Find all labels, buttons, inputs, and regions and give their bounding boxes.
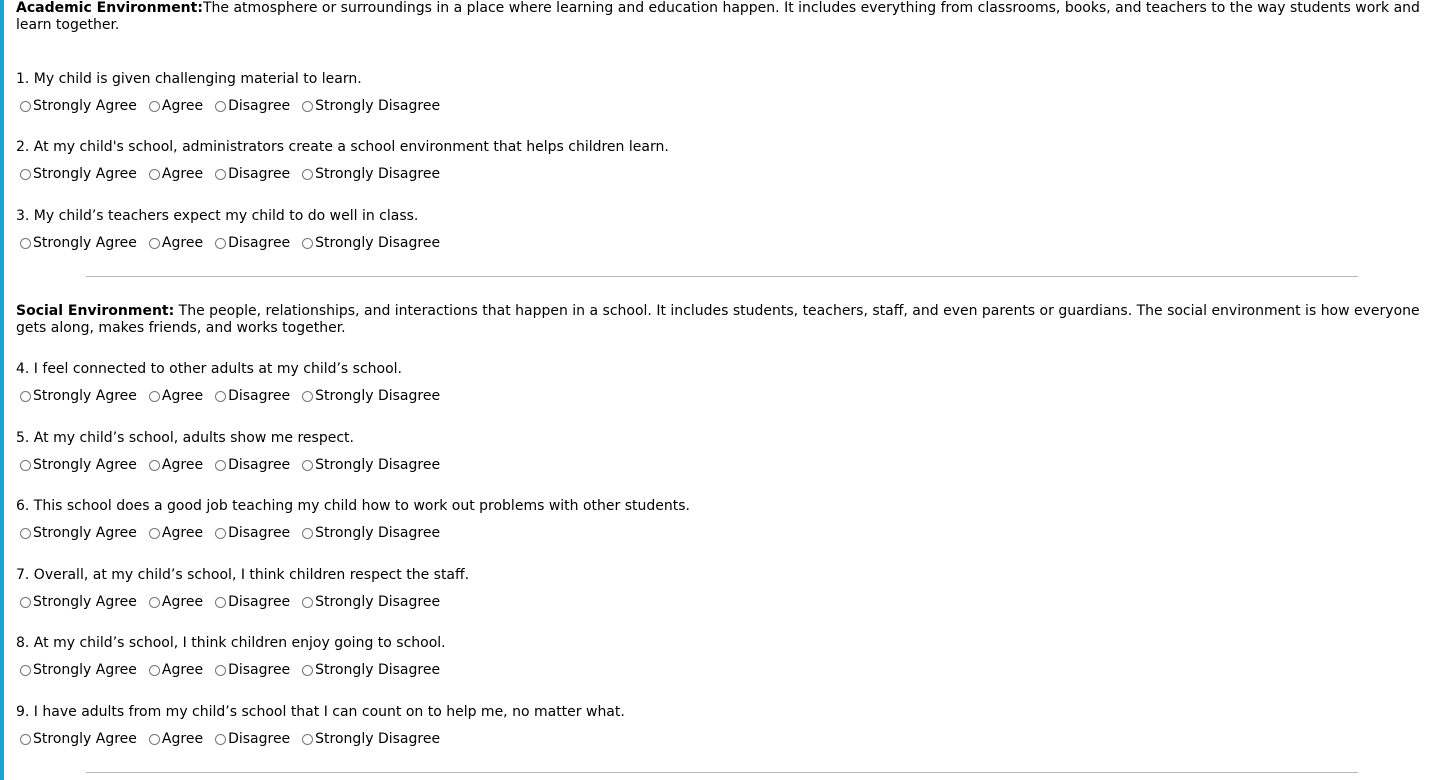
answer-option[interactable]: [302, 388, 440, 404]
question-block: [16, 635, 452, 680]
radio-button[interactable]: [20, 460, 31, 471]
option-label: Agree: [161, 731, 204, 747]
answer-options: [20, 523, 690, 543]
radio-button[interactable]: [215, 238, 226, 249]
answer-option[interactable]: [20, 457, 137, 473]
radio-button[interactable]: [20, 665, 31, 676]
option-label: Strongly Disagree: [315, 166, 441, 182]
radio-button[interactable]: [20, 169, 31, 180]
radio-button[interactable]: [302, 101, 313, 112]
answer-options: [20, 233, 452, 253]
answer-option[interactable]: [302, 457, 440, 473]
answer-option[interactable]: [149, 457, 203, 473]
answer-option[interactable]: [20, 388, 137, 404]
radio-button[interactable]: [149, 665, 160, 676]
question-block: [16, 361, 452, 406]
answer-option[interactable]: [215, 166, 290, 182]
option-label: Agree: [161, 235, 204, 251]
question-block: [16, 567, 469, 612]
option-label: Agree: [161, 166, 204, 182]
option-label: Strongly Disagree: [315, 388, 441, 404]
answer-option[interactable]: [215, 662, 290, 678]
answer-option[interactable]: [149, 662, 203, 678]
section-heading: Academic Environment:: [16, 0, 203, 16]
answer-options: [20, 455, 452, 475]
answer-option[interactable]: [20, 594, 137, 610]
answer-options: [20, 729, 625, 749]
answer-option[interactable]: [20, 98, 137, 114]
option-label: Agree: [161, 525, 204, 541]
answer-option[interactable]: [20, 235, 137, 251]
radio-button[interactable]: [20, 238, 31, 249]
option-label: Strongly Disagree: [315, 457, 441, 473]
question-text: 4. I feel connected to other adults at my child’s school.: [16, 361, 403, 377]
answer-option[interactable]: [302, 166, 440, 182]
option-label: Agree: [161, 662, 204, 678]
radio-button[interactable]: [215, 101, 226, 112]
question-block: [16, 430, 452, 475]
radio-button[interactable]: [215, 665, 226, 676]
answer-option[interactable]: [20, 662, 137, 678]
answer-option[interactable]: [149, 166, 203, 182]
question-block: [16, 498, 690, 543]
answer-option[interactable]: [20, 166, 137, 182]
question-text: 1. My child is given challenging material to learn.: [16, 71, 362, 87]
answer-option[interactable]: [215, 731, 290, 747]
option-label: Disagree: [228, 98, 291, 114]
left-accent-bar: [0, 0, 4, 780]
answer-option[interactable]: [20, 731, 137, 747]
section-heading: Social Environment:: [16, 303, 175, 319]
answer-option[interactable]: [302, 731, 440, 747]
question-block: [16, 704, 625, 749]
answer-option[interactable]: [302, 594, 440, 610]
option-label: Strongly Agree: [33, 235, 137, 251]
option-label: Strongly Agree: [33, 731, 137, 747]
radio-button[interactable]: [302, 528, 313, 539]
option-label: Strongly Agree: [33, 388, 137, 404]
question-text: 6. This school does a good job teaching my child how to work out problems with other students.: [16, 498, 690, 514]
radio-button[interactable]: [20, 597, 31, 608]
option-label: Strongly Disagree: [315, 525, 441, 541]
radio-button[interactable]: [215, 169, 226, 180]
option-label: Strongly Disagree: [315, 662, 441, 678]
option-label: Agree: [161, 98, 204, 114]
option-label: Strongly Agree: [33, 525, 137, 541]
radio-button[interactable]: [149, 528, 160, 539]
question-text: 5. At my child’s school, adults show me respect.: [16, 430, 354, 446]
section-divider: [86, 276, 1358, 277]
answer-option[interactable]: [215, 98, 290, 114]
question-block: [16, 71, 452, 116]
answer-option[interactable]: [302, 235, 440, 251]
section-intro: [16, 0, 1422, 34]
answer-option[interactable]: [20, 525, 137, 541]
radio-button[interactable]: [215, 597, 226, 608]
radio-button[interactable]: [149, 460, 160, 471]
answer-option[interactable]: [149, 731, 203, 747]
option-label: Disagree: [228, 662, 291, 678]
answer-option[interactable]: [215, 388, 290, 404]
answer-option[interactable]: [215, 594, 290, 610]
question-text: 2. At my child's school, administrators create a school environment that helps children learn.: [16, 139, 669, 155]
option-label: Disagree: [228, 457, 291, 473]
radio-button[interactable]: [20, 734, 31, 745]
radio-button[interactable]: [20, 101, 31, 112]
radio-button[interactable]: [302, 169, 313, 180]
option-label: Strongly Agree: [33, 98, 137, 114]
radio-button[interactable]: [302, 391, 313, 402]
radio-button[interactable]: [149, 169, 160, 180]
radio-button[interactable]: [302, 238, 313, 249]
section-description: The atmosphere or surroundings in a place where learning and education happen. It includes everything from classrooms, books, and teachers to the way students work and learn together.: [16, 0, 1420, 33]
radio-button[interactable]: [215, 528, 226, 539]
radio-button[interactable]: [215, 460, 226, 471]
answer-option[interactable]: [149, 235, 203, 251]
answer-option[interactable]: [215, 525, 290, 541]
radio-button[interactable]: [302, 597, 313, 608]
radio-button[interactable]: [149, 734, 160, 745]
radio-button[interactable]: [302, 734, 313, 745]
answer-option[interactable]: [149, 594, 203, 610]
question-text: 8. At my child’s school, I think children enjoy going to school.: [16, 635, 446, 651]
radio-button[interactable]: [149, 597, 160, 608]
answer-option[interactable]: [302, 525, 440, 541]
option-label: Agree: [161, 388, 204, 404]
answer-options: [20, 592, 469, 612]
option-label: Strongly Disagree: [315, 235, 441, 251]
radio-button[interactable]: [302, 665, 313, 676]
answer-option[interactable]: [302, 662, 440, 678]
question-block: [16, 139, 669, 184]
option-label: Agree: [161, 457, 204, 473]
option-label: Agree: [161, 594, 204, 610]
question-text: 7. Overall, at my child’s school, I think children respect the staff.: [16, 567, 470, 583]
radio-button[interactable]: [149, 391, 160, 402]
answer-options: [20, 660, 452, 680]
radio-button[interactable]: [20, 391, 31, 402]
radio-button[interactable]: [20, 528, 31, 539]
radio-button[interactable]: [149, 238, 160, 249]
option-label: Disagree: [228, 166, 291, 182]
option-label: Disagree: [228, 388, 291, 404]
answer-options: [20, 96, 452, 116]
option-label: Strongly Agree: [33, 594, 137, 610]
option-label: Disagree: [228, 731, 291, 747]
option-label: Strongly Agree: [33, 166, 137, 182]
option-label: Strongly Agree: [33, 457, 137, 473]
answer-option[interactable]: [149, 525, 203, 541]
radio-button[interactable]: [215, 391, 226, 402]
question-text: 3. My child’s teachers expect my child to do well in class.: [16, 208, 419, 224]
answer-option[interactable]: [149, 388, 203, 404]
option-label: Strongly Disagree: [315, 731, 441, 747]
question-block: [16, 208, 452, 253]
section-intro: [16, 303, 1422, 337]
option-label: Disagree: [228, 525, 291, 541]
answer-option[interactable]: [215, 235, 290, 251]
question-text: 9. I have adults from my child’s school that I can count on to help me, no matter what.: [16, 704, 625, 720]
radio-button[interactable]: [149, 101, 160, 112]
option-label: Strongly Disagree: [315, 98, 441, 114]
option-label: Disagree: [228, 594, 291, 610]
section-divider: [86, 772, 1358, 773]
option-label: Disagree: [228, 235, 291, 251]
radio-button[interactable]: [215, 734, 226, 745]
answer-option[interactable]: [215, 457, 290, 473]
radio-button[interactable]: [302, 460, 313, 471]
section-description: The people, relationships, and interactions that happen in a school. It includes students, teachers, staff, and even parents or guardians. The social environment is how everyone gets along, makes friends, and works together.: [16, 303, 1420, 336]
option-label: Strongly Disagree: [315, 594, 441, 610]
answer-option[interactable]: [149, 98, 203, 114]
option-label: Strongly Agree: [33, 662, 137, 678]
answer-option[interactable]: [302, 98, 440, 114]
answer-options: [20, 386, 452, 406]
answer-options: [20, 164, 669, 184]
